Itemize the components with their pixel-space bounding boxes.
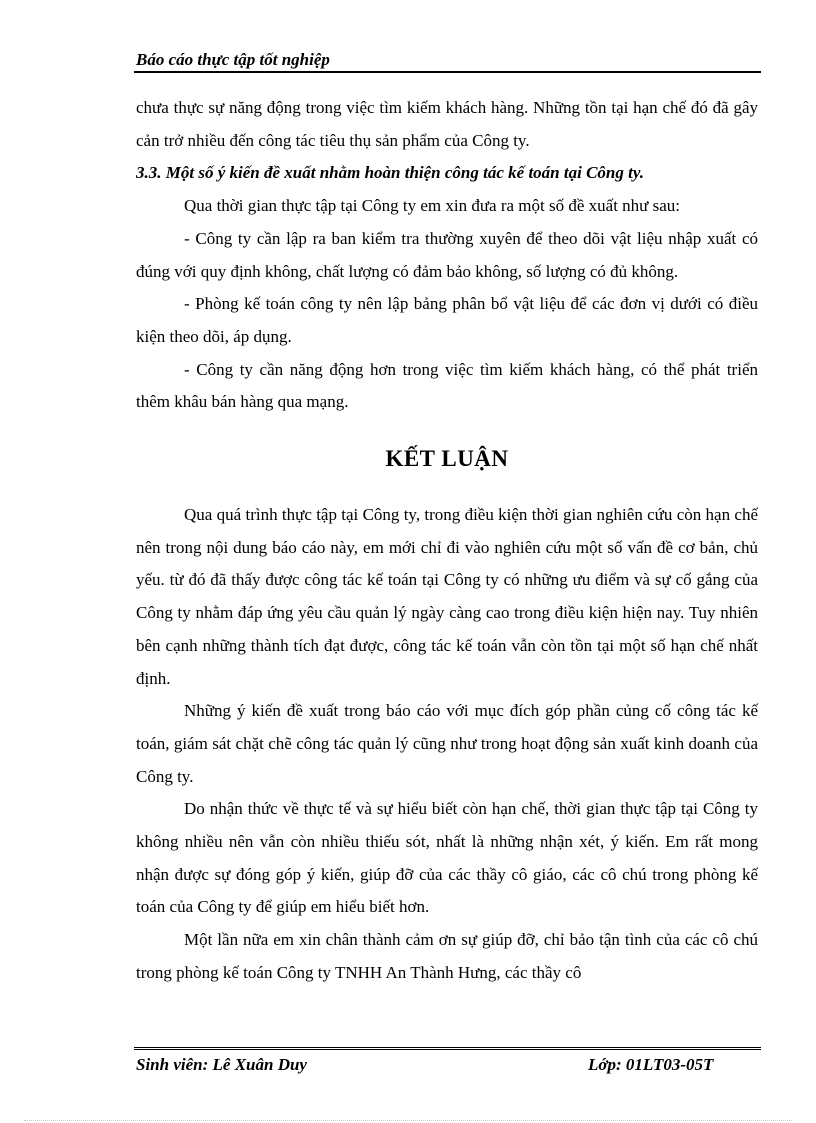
conclusion-paragraph-4: Một lần nữa em xin chân thành cảm ơn sự giúp đỡ, chỉ bảo tận tình của các cô chú trong phòng kế toán Công ty TNHH An Thành Hưng, các thầy cô xyxy=(136,930,758,982)
proposal-intro: Qua thời gian thực tập tại Công ty em xin đưa ra một số đề xuất như sau: xyxy=(184,196,681,216)
conclusion-paragraph-3: Do nhận thức về thực tế và sự hiểu biết còn hạn chế, thời gian thực tập tại Công ty không nhiều nên vẫn còn nhiều thiếu sót, nhất là những nhận xét, ý kiến. Em rất mong nhận được sự đóng góp ý kiến, giúp đỡ của các thầy cô giáo, các cô chú trong phòng kế toán của Công ty để giúp em hiểu biết hơn. xyxy=(136,799,758,917)
running-header-title: Báo cáo thực tập tốt nghiệp xyxy=(136,50,330,69)
footer-class-code: Lớp: 01LT03-05T xyxy=(588,1055,714,1074)
paragraph-continuation: chưa thực sự năng động trong việc tìm kiếm khách hàng. Những tồn tại hạn chế đó đã gây cản trở nhiều đến công tác tiêu thụ sản phẩm của Công ty. xyxy=(136,98,758,150)
section-heading: 3.3. Một số ý kiến đề xuất nhằm hoàn thiện công tác kế toán tại Công ty. xyxy=(136,163,645,183)
footer-rule xyxy=(134,1047,761,1050)
proposal-item-3: - Công ty cần năng động hơn trong việc tìm kiếm khách hàng, có thể phát triển thêm khâu bán hàng qua mạng. xyxy=(136,359,758,412)
header-rule xyxy=(134,71,761,73)
page-body xyxy=(136,92,758,990)
page-bottom-edge xyxy=(24,1120,792,1121)
conclusion-title: KẾT LUẬN xyxy=(385,446,509,472)
conclusion-paragraph-2: Những ý kiến đề xuất trong báo cáo với mục đích góp phần củng cố công tác kế toán, giám sát chặt chẽ công tác quản lý cũng như trong hoạt động sản xuất kinh doanh của Công ty. xyxy=(136,701,758,786)
proposal-item-2: - Phòng kế toán công ty nên lập bảng phân bổ vật liệu để các đơn vị dưới có điều kiện theo dõi, áp dụng. xyxy=(136,294,758,346)
conclusion-paragraph-1: Qua quá trình thực tập tại Công ty, trong điều kiện thời gian nghiên cứu còn hạn chế nên trong nội dung báo cáo này, em mới chỉ đi vào nghiên cứu một số vấn đề cơ bản, chủ yếu. từ đó đã thấy được công tác kế toán tại Công ty có những ưu điểm và sự cố gắng của Công ty nhằm đáp ứng yêu cầu quản lý ngày càng cao trong điều kiện hiện nay. Tuy nhiên bên cạnh những thành tích đạt được, công tác kế toán vẫn còn tồn tại một số hạn chế nhất định. xyxy=(136,505,758,688)
proposal-item-1: - Công ty cần lập ra ban kiểm tra thường xuyên để theo dõi vật liệu nhập xuất có đúng với quy định không, chất lượng có đảm bảo không, số lượng có đủ không. xyxy=(136,228,758,281)
footer-student-name: Sinh viên: Lê Xuân Duy xyxy=(136,1055,307,1074)
